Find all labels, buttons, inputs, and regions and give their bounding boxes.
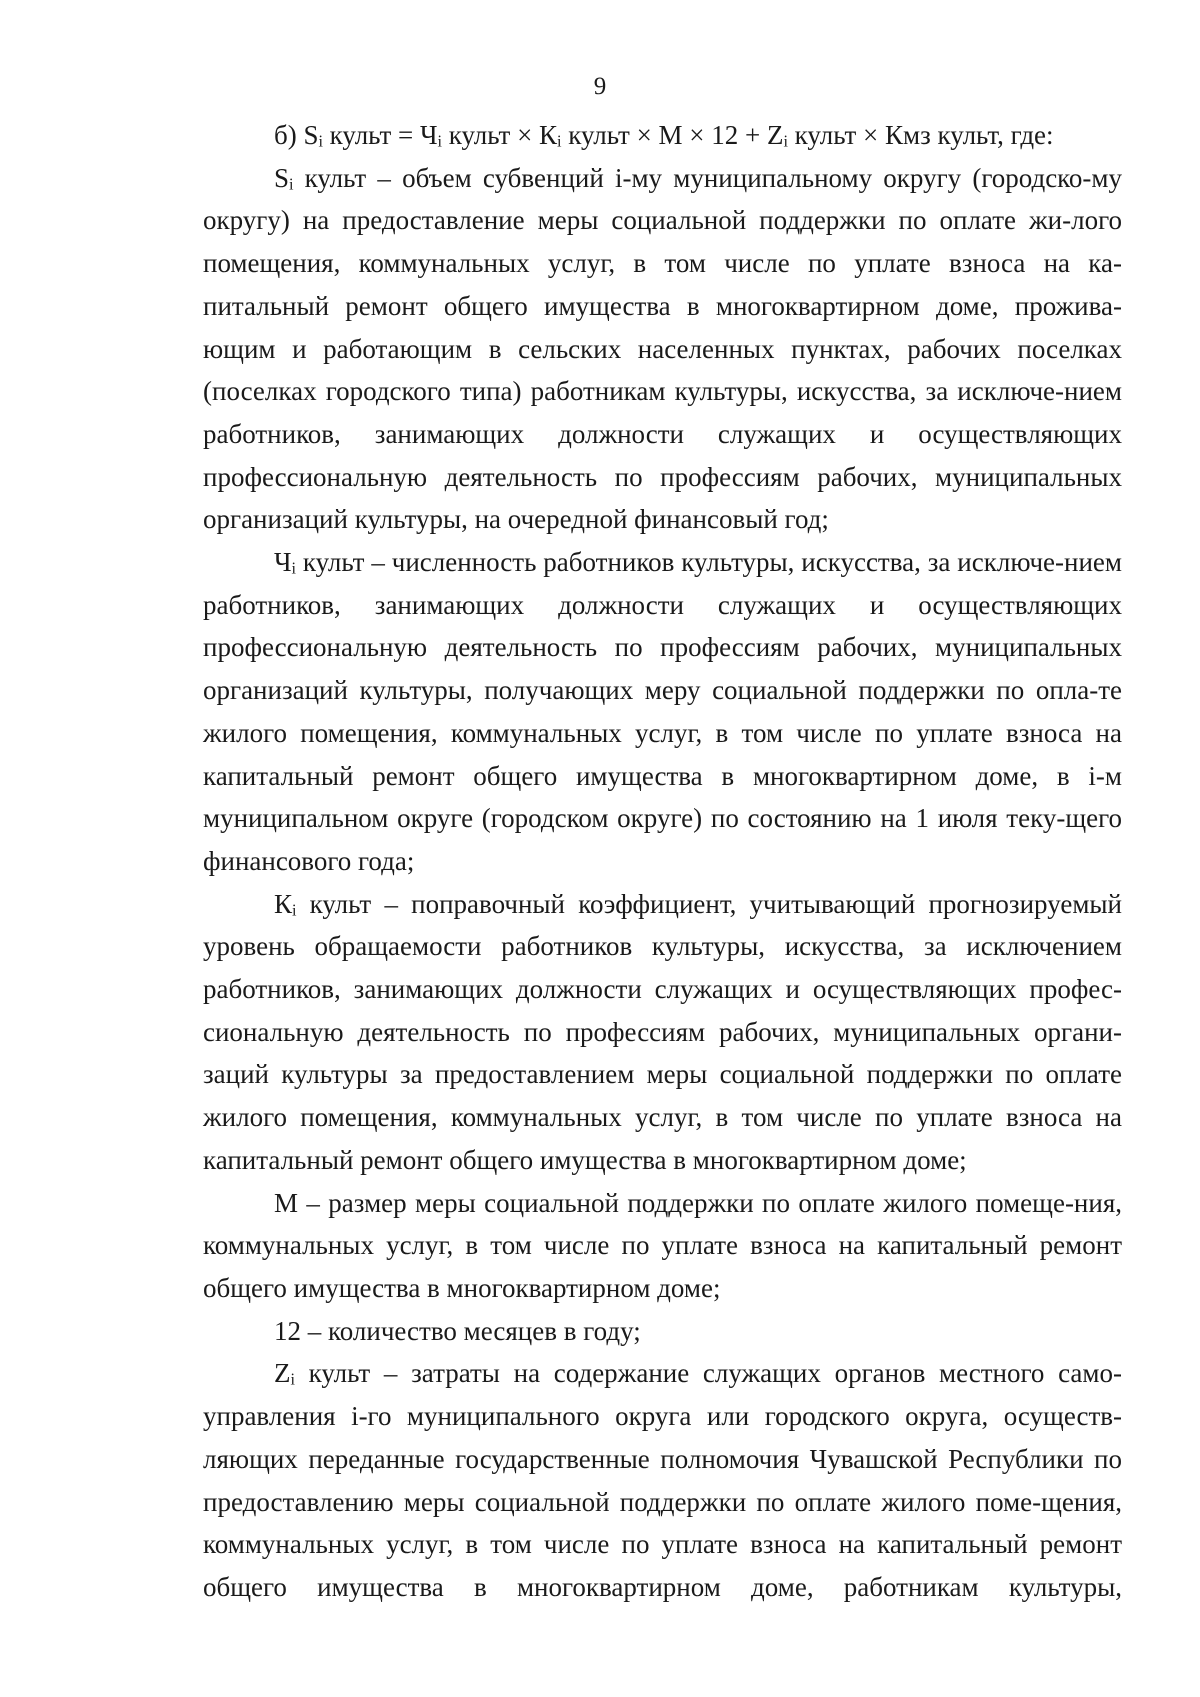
definition-paragraph-ch: Чᵢ культ – численность работников культуры, искусства, за исключе-нием работников, занимающих должности служащих и осуществляющих профессиональную деятельность по профессиям рабочих, муниципальных организаций культуры, получающих меру социальной поддержки по опла-те жилого помещения, коммунальных услуг, в том числе по уплате взноса на капитальный ремонт общего имущества в многоквартирном доме, в i-м муниципальном округе (городском округе) по состоянию на 1 июля теку-щего финансового года; <box>203 547 1122 876</box>
definition-paragraph-12: 12 – количество месяцев в году; <box>274 1315 641 1346</box>
definition-paragraph-s: Sᵢ культ – объем субвенций i-му муниципальному округу (городско-му округу) на предоставление меры социальной поддержки по оплате жи-лого помещения, коммунальных услуг, в том числе по уплате взноса на ка-питальный ремонт общего имущества в многоквартирном доме, прожива-ющим и работающим в сельских населенных пунктах, рабочих поселках (поселках городского типа) работникам культуры, искусства, за исключе-нием работников, занимающих должности служащих и осуществляющих профессиональную деятельность по профессиям рабочих, муниципальных организаций культуры, на очередной финансовый год; <box>203 162 1122 535</box>
page-number: 9 <box>593 73 607 100</box>
definition-paragraph-m: М – размер меры социальной поддержки по оплате жилого помеще-ния, коммунальных услуг, в том числе по уплате взноса на капитальный ремонт общего имущества в многоквартирном доме; <box>203 1187 1122 1303</box>
formula-paragraph: б) Sᵢ культ = Чᵢ культ × Кᵢ культ × М × 12 + Zᵢ культ × Кмз культ, где: <box>274 120 1054 150</box>
document-body <box>203 114 1122 1609</box>
definition-paragraph-k: Кᵢ культ – поправочный коэффициент, учитывающий прогнозируемый уровень обращаемости работников культуры, искусства, за исключением работников, занимающих должности служащих и осуществляющих профес-сиональную деятельность по профессиям рабочих, муниципальных органи-заций культуры за предоставлением меры социальной поддержки по оплате жилого помещения, коммунальных услуг, в том числе по уплате взноса на капитальный ремонт общего имущества в многоквартирном доме; <box>203 888 1122 1175</box>
definition-paragraph-z: Zᵢ культ – затраты на содержание служащих органов местного само-управления i-го муниципального округа или городского округа, осуществ-ляющих переданные государственные полномочия Чувашской Республики по предоставлению меры социальной поддержки по оплате жилого поме-щения, коммунальных услуг, в том числе по уплате взноса на капитальный ремонт общего имущества в многоквартирном доме, работникам культуры, <box>203 1358 1122 1602</box>
